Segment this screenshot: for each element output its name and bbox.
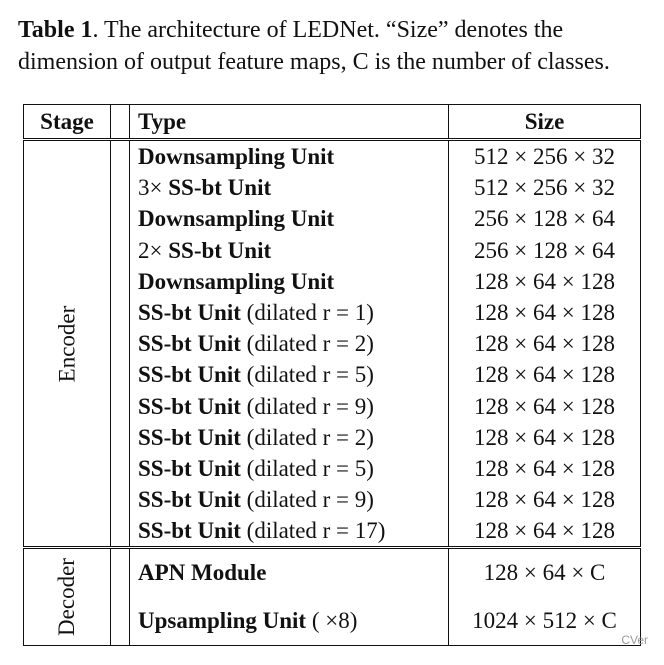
type-cell: [130, 328, 449, 359]
type-name: SS-bt Unit: [138, 393, 241, 419]
type-name: SS-bt Unit: [138, 331, 241, 357]
size-cell: 256 × 128 × 64: [449, 203, 641, 234]
type-cell: [130, 297, 449, 328]
type-detail: (dilated r = 9): [240, 393, 374, 419]
type-cell: [130, 172, 449, 203]
size-cell: 128 × 64 × 128: [449, 391, 641, 422]
encoder-section: [24, 140, 641, 548]
column-divider: [111, 548, 130, 646]
size-cell: 128 × 64 × 128: [449, 484, 641, 515]
size-cell: 128 × 64 × 128: [449, 297, 641, 328]
type-name: SS-bt Unit: [138, 455, 241, 481]
type-detail: ( ×8): [306, 608, 358, 634]
type-prefix: 2×: [138, 237, 169, 263]
type-detail: (dilated r = 1): [240, 300, 374, 326]
table-row: [24, 140, 641, 173]
type-cell: [130, 140, 449, 173]
type-detail: (dilated r = 5): [240, 455, 374, 481]
caption-label: Table 1: [18, 17, 93, 43]
header-size: Size: [449, 105, 641, 140]
type-cell: [130, 235, 449, 266]
type-cell: [130, 203, 449, 234]
type-detail: (dilated r = 17): [240, 518, 386, 544]
table-caption: [18, 14, 652, 78]
type-detail: (dilated r = 2): [240, 424, 374, 450]
type-cell: [130, 266, 449, 297]
type-detail: (dilated r = 5): [240, 362, 374, 388]
type-cell: [130, 359, 449, 390]
decoder-label: Decoder: [54, 558, 79, 637]
encoder-label: Encoder: [53, 305, 79, 383]
type-name: SS-bt Unit: [138, 424, 241, 450]
size-cell: 512 × 256 × 32: [449, 172, 641, 203]
type-cell: [130, 515, 449, 548]
header-type: Type: [130, 105, 449, 140]
size-cell: 128 × 64 × C: [449, 548, 641, 598]
type-detail: (dilated r = 9): [240, 487, 374, 513]
header-divider: [111, 105, 130, 140]
type-cell: [130, 453, 449, 484]
size-cell: 256 × 128 × 64: [449, 235, 641, 266]
size-cell: 128 × 64 × 128: [449, 515, 641, 548]
caption-text: . The architecture of LEDNet. “Size” denotes the dimension of output feature maps, C is the number of classes.: [18, 17, 610, 75]
size-cell: 1024 × 512 × C: [449, 597, 641, 646]
size-cell: 512 × 256 × 32: [449, 140, 641, 173]
type-cell: [130, 597, 449, 646]
decoder-section: [24, 548, 641, 646]
type-name: Downsampling Unit: [138, 268, 335, 294]
type-name: SS-bt Unit: [168, 175, 272, 201]
type-name: Upsampling Unit: [138, 608, 307, 634]
type-name: SS-bt Unit: [138, 362, 241, 388]
type-name: SS-bt Unit: [138, 518, 241, 544]
size-cell: 128 × 64 × 128: [449, 453, 641, 484]
type-name: SS-bt Unit: [138, 300, 241, 326]
type-name: APN Module: [138, 560, 267, 586]
type-name: Downsampling Unit: [138, 206, 335, 232]
type-detail: (dilated r = 2): [240, 331, 374, 357]
header-row: [24, 105, 641, 140]
type-name: SS-bt Unit: [168, 237, 272, 263]
header-stage: Stage: [24, 105, 111, 140]
decoder-stage-label: [24, 548, 111, 646]
type-cell: [130, 391, 449, 422]
type-prefix: 3×: [138, 175, 169, 201]
size-cell: 128 × 64 × 128: [449, 328, 641, 359]
architecture-table: [23, 104, 641, 646]
type-cell: [130, 484, 449, 515]
type-cell: [130, 422, 449, 453]
type-name: SS-bt Unit: [138, 487, 241, 513]
size-cell: 128 × 64 × 128: [449, 422, 641, 453]
watermark: CVer: [621, 633, 648, 647]
type-name: Downsampling Unit: [138, 144, 335, 170]
column-divider: [111, 140, 130, 548]
type-cell: [130, 548, 449, 598]
size-cell: 128 × 64 × 128: [449, 266, 641, 297]
table-row: [24, 548, 641, 598]
encoder-stage-label: [24, 140, 111, 548]
size-cell: 128 × 64 × 128: [449, 359, 641, 390]
